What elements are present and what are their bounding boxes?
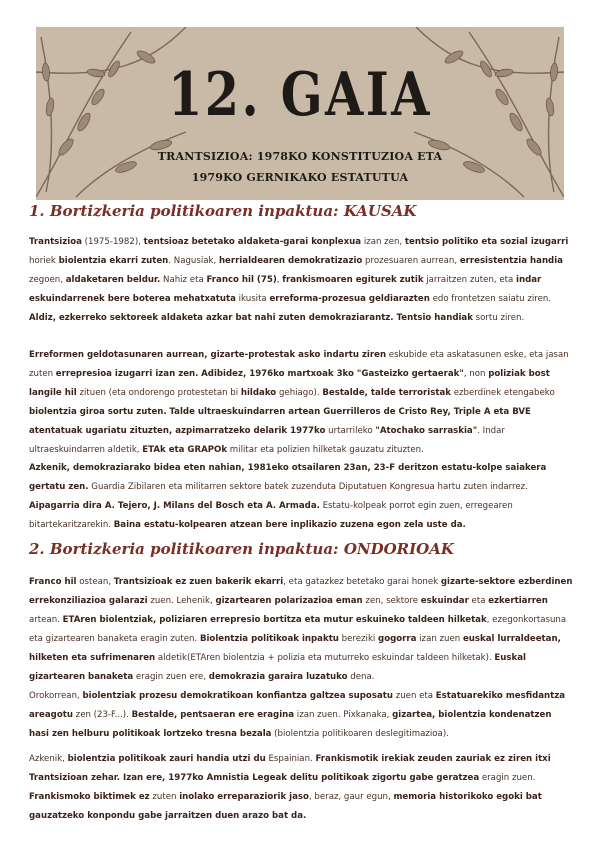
text-run: eragin zuen. — [479, 773, 536, 783]
bold-text: herrialdearen demokratizazio — [218, 256, 363, 266]
bold-text: ETAren biolentziak, poliziaren errepresio bortitza eta mutur eskuineko taldeen hilketak — [62, 615, 487, 625]
bold-text: Trantsizioa — [29, 237, 82, 247]
text-run: izan zuen — [416, 634, 463, 644]
bold-text: "Atochako sarraskia" — [375, 426, 478, 436]
header-banner — [36, 27, 564, 200]
text-run: eragin zuen ere, — [133, 672, 209, 682]
text-run: eskubide eta askatasunen eske, eta jasan zuten — [29, 350, 569, 379]
text-run: jarraitzen zuten, eta — [423, 275, 517, 285]
text-run: zegoen, — [29, 275, 66, 285]
bold-text: gogorra — [378, 634, 417, 644]
section-2-paragraph-3 — [29, 750, 574, 826]
bold-text: indar eskuindarrenek bere boterea mehatxatuta — [29, 275, 542, 304]
bold-text: Adibidez, 1976ko martxoak 3ko "Gasteizko gertaerak" — [201, 369, 464, 379]
text-run: izan zen, — [361, 237, 405, 247]
text-run: izan zuen. Pixkanaka, — [294, 710, 393, 720]
text-run: , eta gatazkez betetako garai honek — [283, 577, 441, 587]
text-run: , non — [463, 369, 489, 379]
bold-text: Biolentzia politikoak inpaktu — [199, 634, 339, 644]
text-run: (biolentzia politikoaren deslegitimazioa). — [271, 729, 449, 739]
bold-text: ETAk eta GRAPOk — [142, 445, 228, 455]
page-title: 12. GAIA — [168, 60, 432, 130]
bold-text: Bestalde, talde terroristak — [322, 388, 451, 398]
bold-text: euskal lurraldeetan, hilketen eta sufrimenaren — [29, 634, 561, 663]
text-run: zituen (eta ondorengo protestetan bi — [76, 388, 241, 398]
text-run: militar eta polizien hilketak gauzatu zituzten. — [227, 445, 424, 455]
text-run: prozesuaren aurrean, — [362, 256, 460, 266]
text-run: Orokorrean, — [29, 691, 83, 701]
bold-text: biolentzia giroa sortu zuten. — [29, 407, 167, 417]
bold-text: aldaketaren beldur. — [65, 275, 161, 285]
bold-text: Franco hil — [29, 577, 77, 587]
bold-text: tentsioaz betetako aldaketa-garai konplexua — [143, 237, 362, 247]
bold-text: inolako erreparaziorik jaso — [179, 792, 309, 802]
bold-text: Erreformen geldotasunaren aurrean, gizarte-protestak asko indartu ziren — [29, 350, 387, 360]
bold-text: Aldiz, ezkerreko sektoreek aldaketa azkar bat nahi zuten demokraziarantz. Tentsio handiak — [29, 313, 473, 323]
text-run: eta — [468, 596, 489, 606]
text-run: zuten — [149, 792, 180, 802]
bold-text: erreforma-prozesua geldiarazten — [269, 294, 430, 304]
section-2-paragraph-2 — [29, 687, 574, 744]
bold-text: eskuindar — [420, 596, 469, 606]
bold-text: errepresioa izugarri izan zen. — [55, 369, 199, 379]
section-1-paragraph-2 — [29, 346, 574, 460]
section-1-paragraph-1 — [29, 233, 574, 328]
text-run: zuen eta — [392, 691, 436, 701]
text-run: gehiago). — [276, 388, 323, 398]
bold-text: gizarte-sektore ezberdinen errekonziliazioa galarazi — [29, 577, 573, 606]
text-run: bereziki — [338, 634, 379, 644]
bold-text: Franco hil (75) — [206, 275, 277, 285]
bold-text: biolentziak prozesu demokratikoan konfiantza galtzea suposatu — [82, 691, 393, 701]
bold-text: demokrazia garaira luzatuko — [208, 672, 348, 682]
bold-text: Bestalde, pentsaeran ere eragina — [131, 710, 295, 720]
bold-text: Frankismotik irekiak zeuden zauriak ez ziren itxi Trantsizioan zehar. Izan ere, 1977ko Amnistia Legeak delitu politikoak zigortu gabe geratzea — [29, 754, 551, 783]
text-run: ezberdinek etengabeko — [450, 388, 555, 398]
bold-text: biolentzia ekarri zuten — [58, 256, 169, 266]
text-run: Estatu-kolpeak porrot egin zuen, erregearen bitartekaritzarekin. — [29, 501, 513, 530]
text-run: aldetik(ETAren biolentzia + polizia eta muturreko eskuindar taldeen hilketak). — [155, 653, 495, 663]
subtitle-line-1: TRANTSIZIOA: 1978KO KONSTITUZIOA ETA — [157, 150, 443, 163]
bold-text: biolentzia politikoak zauri handia utzi du — [67, 754, 266, 764]
bold-text: Talde ultraeskuindarren artean Guerrilleros de Cristo Rey, Triple A eta BVE atentatuak ugariatu zituzten, azpimarratzeko delarik 1977ko — [29, 407, 531, 436]
text-run: sortu ziren. — [472, 313, 525, 323]
text-run: ikusita — [235, 294, 270, 304]
text-run: zen (23-F...). — [72, 710, 132, 720]
text-run: , — [276, 275, 283, 285]
text-run: zen, sektore — [362, 596, 421, 606]
bold-text: erresistentzia handia — [459, 256, 563, 266]
text-run: , beraz, gaur egun, — [308, 792, 394, 802]
bold-text: poliziak bost langile hil — [29, 369, 550, 398]
bold-text: Frankismoko biktimek ez — [29, 792, 150, 802]
section-1-paragraph-3 — [29, 459, 574, 535]
bold-text: gizartearen polarizazioa eman — [215, 596, 363, 606]
text-run: Guardia Zibilaren eta militarren sektore batek zuzenduta Diputatuen Kongresua hartu zuten indarrez. — [88, 482, 528, 492]
bold-text: hildako — [240, 388, 277, 398]
text-run: horiek — [29, 256, 59, 266]
text-run: (1975-1982), — [81, 237, 144, 247]
section-2-heading: 2. Bortizkeria politikoaren inpaktua: ONDORIOAK — [29, 540, 454, 558]
bold-text: tentsio politiko eta sozial izugarri — [404, 237, 569, 247]
bold-text: Trantsizioak ez zuen bakerik ekarri — [113, 577, 284, 587]
section-1-heading: 1. Bortizkeria politikoaren inpaktua: KAUSAK — [29, 202, 417, 220]
bold-text: Estatuarekiko mesfidantza areagotu — [29, 691, 566, 720]
text-run: urtarrileko — [325, 426, 376, 436]
section-2-paragraph-1 — [29, 573, 574, 687]
text-run: Espainian. — [265, 754, 316, 764]
text-run: edo frontetzen saiatu ziren. — [429, 294, 552, 304]
text-run: . Nagusiak, — [168, 256, 219, 266]
bold-text: Aipagarria dira A. Tejero, J. Milans del Bosch eta A. Armada. — [29, 501, 320, 511]
text-run: ostean, — [76, 577, 114, 587]
bold-text: Baina estatu-kolpearen atzean bere inplikazio zuzena egon zela uste da. — [113, 520, 466, 530]
text-run: , ezegonkortasuna eta gizartearen banaketa eragin zuten. — [29, 615, 567, 644]
text-run: Azkenik, — [29, 754, 68, 764]
bold-text: frankismoaren egiturek zutik — [282, 275, 424, 285]
bold-text: Azkenik, demokraziarako bidea eten nahian, 1981eko otsailaren 23an, 23-F deritzon estatu-kolpe saiakera gertatu zen. — [29, 463, 547, 492]
text-run: zuen. Lehenik, — [147, 596, 216, 606]
bold-text: gizartea, biolentzia kondenatzen hasi zen helburu politikoak lortzeko tresna bezala — [29, 710, 552, 739]
bold-text: ezkertiarren — [488, 596, 548, 606]
subtitle-line-2: 1979KO GERNIKAKO ESTATUTUA — [191, 171, 409, 184]
text-run: . Indar ultraeskuindarren aldetik, — [29, 426, 505, 455]
text-run: artean. — [29, 615, 63, 625]
text-run: Nahiz eta — [160, 275, 207, 285]
text-run: dena. — [347, 672, 375, 682]
bold-text: memoria historikoko egoki bat gauzatzeko konpondu gabe jarraitzen duen arazo bat da. — [29, 792, 542, 821]
bold-text: Euskal gizartearen banaketa — [29, 653, 526, 682]
